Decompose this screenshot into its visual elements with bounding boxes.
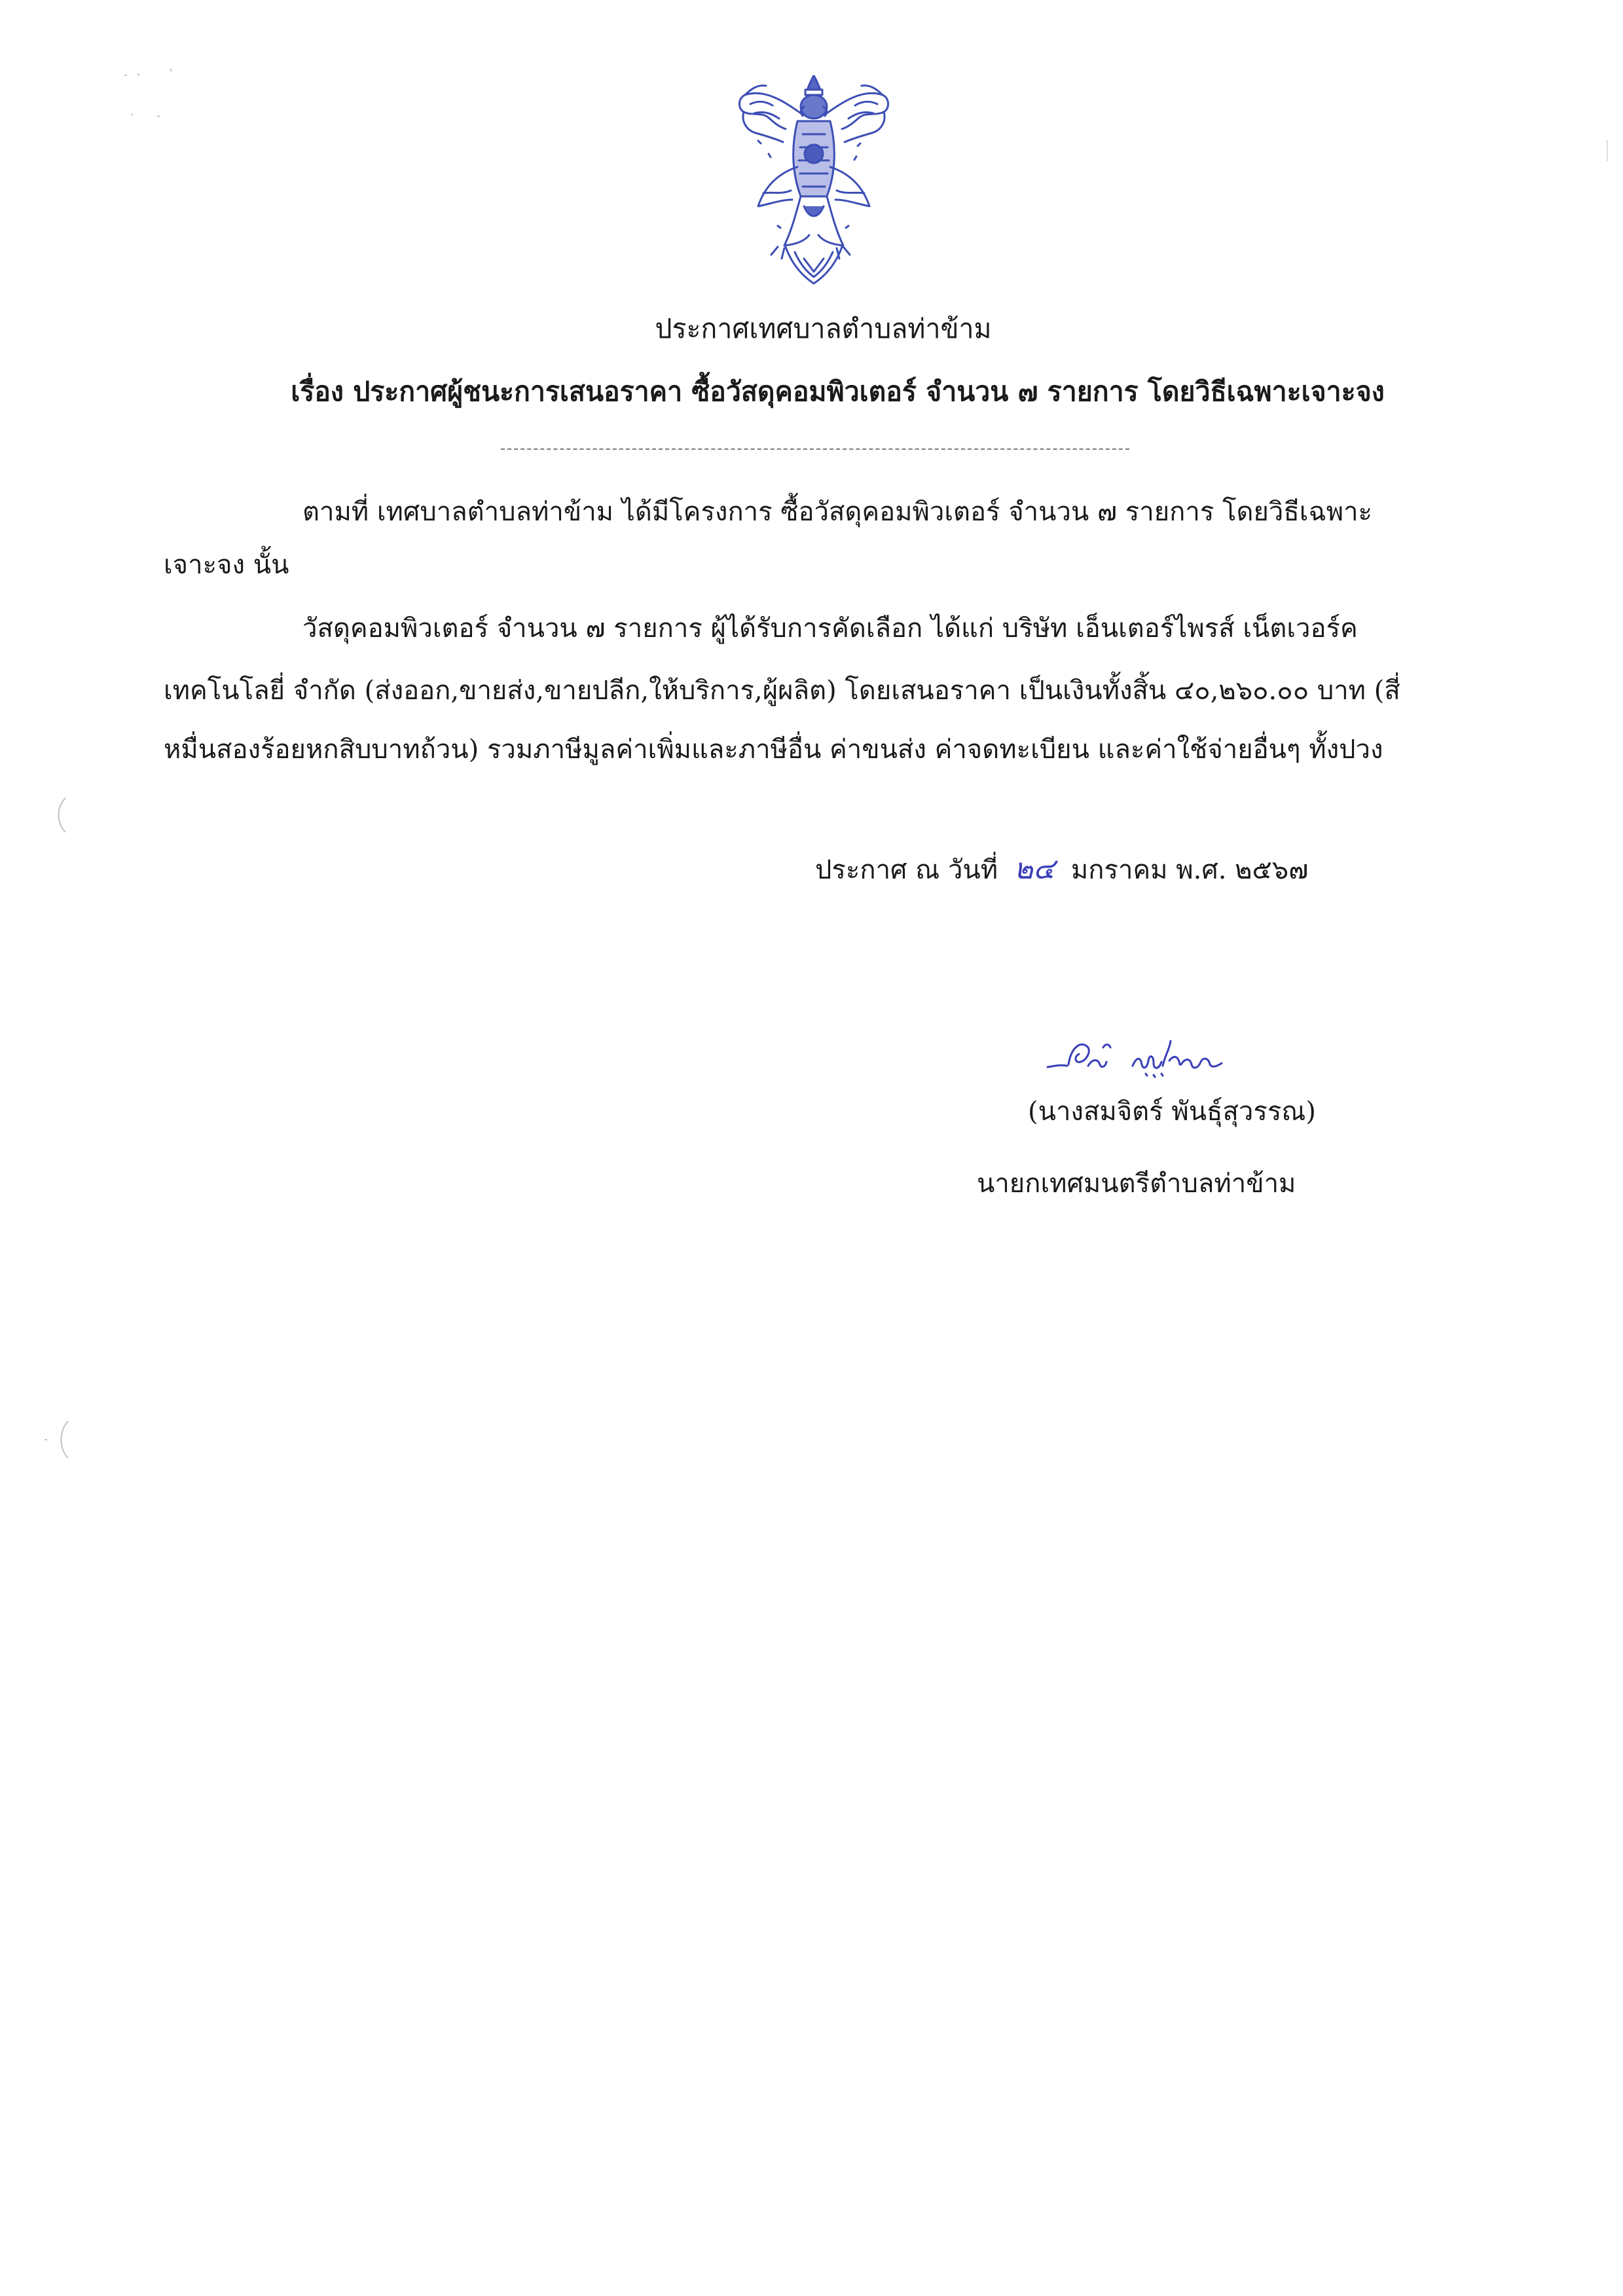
paragraph-1-line-1: ตามที่ เทศบาลตำบลท่าข้าม ได้มีโครงการ ซื้อวัสดุคอมพิวเตอร์ จำนวน ๗ รายการ โดยวิธีเฉพาะ [302, 497, 1373, 527]
paragraph-1-line-2: เจาะจง นั้น [164, 550, 289, 580]
scan-speck-icon [118, 62, 196, 141]
date-month-year: มกราคม พ.ศ. ๒๕๖๗ [1070, 855, 1309, 885]
scan-bracket-mark-icon [51, 795, 71, 835]
handwritten-signature-icon [1041, 1028, 1250, 1087]
title-divider [501, 448, 1129, 450]
date-prefix: ประกาศ ณ วันที่ [815, 855, 998, 885]
document-subject: เรื่อง ประกาศผู้ชนะการเสนอราคา ซื้อวัสดุคอมพิวเตอร์ จำนวน ๗ รายการ โดยวิธีเฉพาะเจาะจง [291, 376, 1385, 407]
scan-bracket-mark-icon [39, 1417, 79, 1463]
paragraph-2-line-1: วัสดุคอมพิวเตอร์ จำนวน ๗ รายการ ผู้ได้รับการคัดเลือก ได้แก่ บริษัท เอ็นเตอร์ไพรส์ เน็ตเวอร์ค [302, 613, 1358, 644]
paragraph-2-line-2: เทคโนโลยี่ จำกัด (ส่งออก,ขายส่ง,ขายปลีก,ให้บริการ,ผู้ผลิต) โดยเสนอราคา เป็นเงินทั้งสิ้น ๔๐,๒๖๐.๐๐ บาท (สี่ [164, 676, 1400, 706]
signer-name: (นางสมจิตร์ พันธุ์สุวรรณ) [1028, 1097, 1317, 1127]
scan-speck-icon [1601, 137, 1614, 164]
date-day: ๒๔ [1013, 852, 1055, 886]
announcement-date [815, 850, 1308, 890]
paragraph-2-line-3: หมื่นสองร้อยหกสิบบาทถ้วน) รวมภาษีมูลค่าเพิ่มและภาษีอื่น ค่าขนส่ง ค่าจดทะเบียน และค่าใช้จ่ายอื่นๆ ทั้งปวง [164, 735, 1383, 765]
garuda-emblem-icon [732, 75, 896, 288]
signer-position: นายกเทศมนตรีตำบลท่าข้าม [977, 1169, 1296, 1199]
document-title: ประกาศเทศบาลตำบลท่าข้าม [655, 313, 992, 344]
